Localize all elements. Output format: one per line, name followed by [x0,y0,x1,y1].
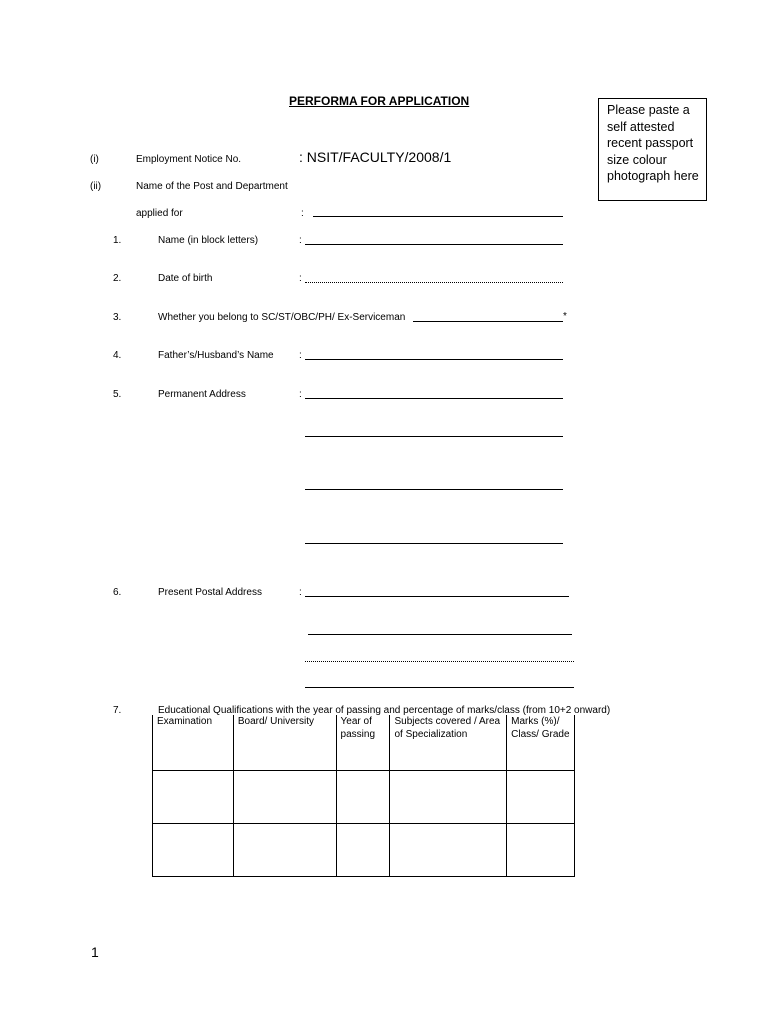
father-husband-label: Father’s/Husband’s Name [158,350,274,361]
present-address-line-2[interactable] [308,634,572,635]
colon: : [299,235,302,246]
item-number-4: 4. [113,350,122,361]
item-number-7: 7. [113,705,122,716]
photo-paste-box: Please paste a self attested recent passport size colour photograph here [598,98,707,201]
post-department-label: Name of the Post and Department [136,181,288,192]
item-number-ii: (ii) [90,181,102,192]
table-cell[interactable] [336,824,390,877]
name-field[interactable] [305,244,563,245]
item-number-i: (i) [90,154,99,165]
table-cell[interactable] [153,824,234,877]
header-marks: Marks (%)/ Class/ Grade [507,715,575,771]
item-number-5: 5. [113,389,122,400]
header-subjects: Subjects covered / Area of Specialization [390,715,507,771]
item-number-3: 3. [113,312,122,323]
employment-notice-label: Employment Notice No. [136,154,242,165]
table-cell[interactable] [507,771,575,824]
present-address-line-3[interactable] [305,661,574,662]
dob-label: Date of birth [158,273,213,284]
employment-notice-value: : NSIT/FACULTY/2008/1 [299,149,452,165]
category-asterisk: * [563,311,567,322]
page-title: PERFORMA FOR APPLICATION [289,94,470,108]
colon: : [299,273,302,284]
item-number-6: 6. [113,587,122,598]
permanent-address-line-4[interactable] [305,543,563,544]
table-cell[interactable] [233,824,336,877]
item-number-2: 2. [113,273,122,284]
colon: : [299,389,302,400]
category-label: Whether you belong to SC/ST/OBC/PH/ Ex-Serviceman [158,312,406,323]
item-number-1: 1. [113,235,122,246]
permanent-address-line-2[interactable] [305,436,563,437]
present-address-line-4[interactable] [305,687,574,688]
category-field[interactable] [413,321,563,322]
table-cell[interactable] [153,771,234,824]
page-number: 1 [91,944,99,960]
colon: : [301,208,304,219]
permanent-address-line-3[interactable] [305,489,563,490]
permanent-address-label: Permanent Address [158,389,246,400]
education-label: Educational Qualifications with the year of passing and percentage of marks/class (from 10+2 onward) [158,705,611,716]
header-year: Year of passing [336,715,390,771]
table-cell[interactable] [336,771,390,824]
name-label: Name (in block letters) [158,235,259,246]
table-row [153,771,575,824]
present-address-line-1[interactable] [305,596,569,597]
applied-for-label: applied for [136,208,183,219]
table-row [153,824,575,877]
table-cell[interactable] [507,824,575,877]
table-header-row [153,715,575,771]
table-cell[interactable] [390,771,507,824]
permanent-address-line-1[interactable] [305,398,563,399]
education-table [152,715,575,877]
header-board: Board/ University [233,715,336,771]
post-department-field[interactable] [313,216,563,217]
header-examination: Examination [153,715,234,771]
table-cell[interactable] [390,824,507,877]
table-cell[interactable] [233,771,336,824]
father-husband-field[interactable] [305,359,563,360]
dob-field[interactable] [305,282,563,283]
present-address-label: Present Postal Address [158,587,262,598]
colon: : [299,587,302,598]
colon: : [299,350,302,361]
